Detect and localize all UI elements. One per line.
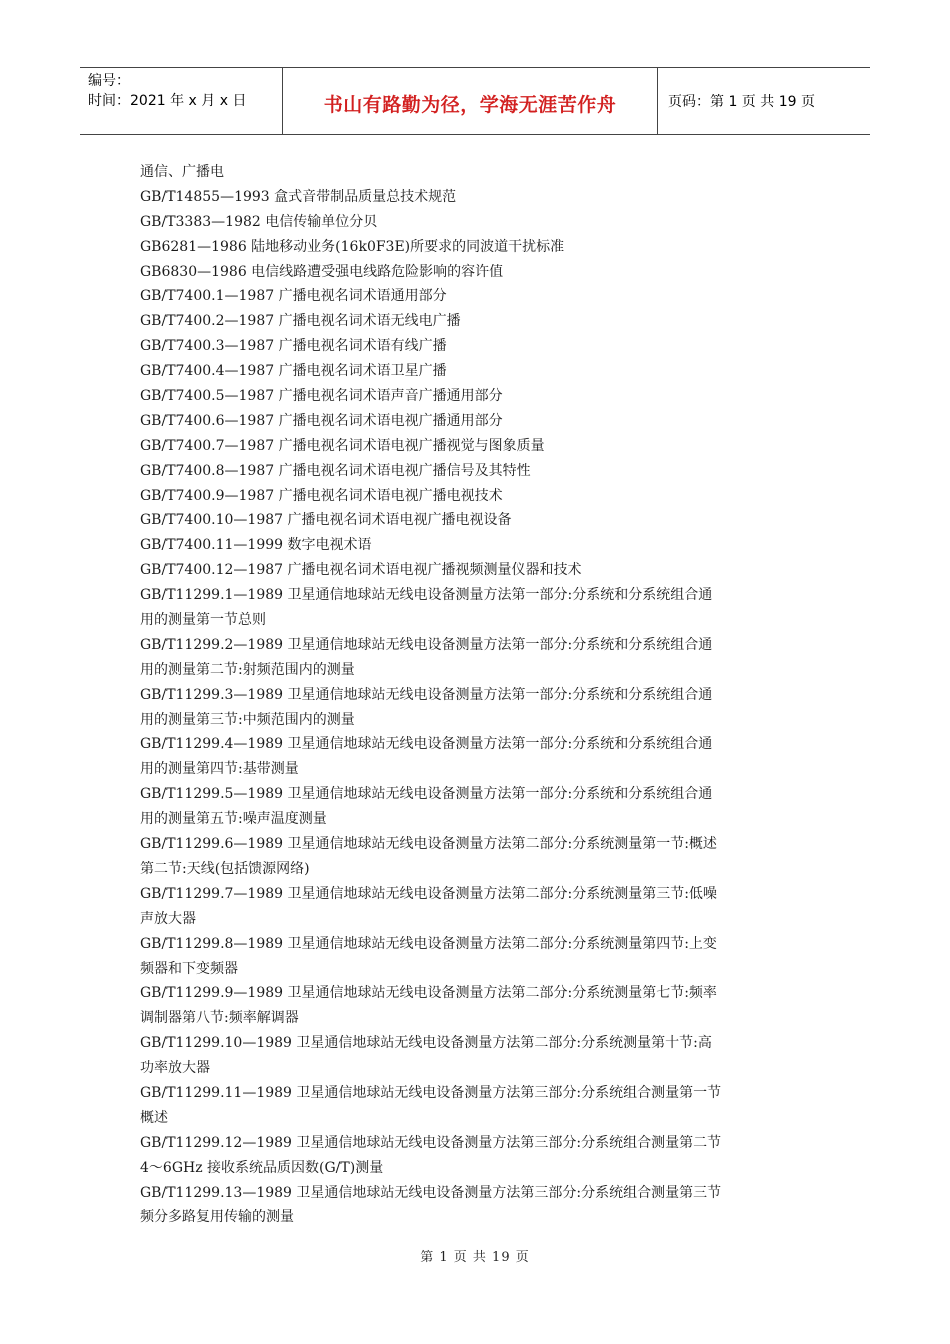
header-page-info: 页码：第 1 页 共 19 页 — [668, 94, 815, 110]
document-line: GB/T7400.9—1987 广播电视名词术语电视广播电视技术 — [140, 487, 503, 504]
document-line: 第二节:天线(包括馈源网络) — [140, 860, 310, 877]
document-line: 声放大器 — [140, 910, 196, 927]
document-line: GB/T11299.1—1989 卫星通信地球站无线电设备测量方法第一部分:分系统和分系统组合通 — [140, 587, 713, 604]
document-line: GB/T11299.13—1989 卫星通信地球站无线电设备测量方法第三部分:分系统组合测量第三节 — [140, 1184, 722, 1201]
document-line: 用的测量第五节:噪声温度测量 — [140, 811, 327, 828]
document-line: GB/T14855—1993 盒式音带制品质量总技术规范 — [140, 188, 457, 205]
header-meta — [80, 68, 283, 134]
header-motto: 书山有路勤为径，学海无涯苦作舟 — [283, 68, 658, 134]
document-line: 频器和下变频器 — [140, 960, 238, 977]
document-line: GB/T11299.4—1989 卫星通信地球站无线电设备测量方法第一部分:分系统和分系统组合通 — [140, 736, 713, 753]
document-line: GB/T11299.7—1989 卫星通信地球站无线电设备测量方法第二部分:分系统测量第三节:低噪 — [140, 885, 717, 902]
document-line: GB/T11299.12—1989 卫星通信地球站无线电设备测量方法第三部分:分系统组合测量第二节 — [140, 1134, 722, 1151]
document-line: GB/T11299.11—1989 卫星通信地球站无线电设备测量方法第三部分:分系统组合测量第一节 — [140, 1084, 722, 1101]
document-line: 调制器第八节:频率解调器 — [140, 1010, 299, 1027]
document-line: GB/T11299.8—1989 卫星通信地球站无线电设备测量方法第二部分:分系统测量第四节:上变 — [140, 935, 717, 952]
document-line: GB/T7400.6—1987 广播电视名词术语电视广播通用部分 — [140, 412, 503, 429]
document-line: 4～6GHz 接收系统品质因数(G/T)测量 — [140, 1159, 384, 1176]
document-line: GB/T7400.3—1987 广播电视名词术语有线广播 — [140, 338, 447, 355]
document-line: GB/T11299.6—1989 卫星通信地球站无线电设备测量方法第二部分:分系统测量第一节:概述 — [140, 836, 717, 853]
document-line: GB/T11299.9—1989 卫星通信地球站无线电设备测量方法第二部分:分系统测量第七节:频率 — [140, 985, 717, 1002]
document-line: 用的测量第三节:中频范围内的测量 — [140, 711, 355, 728]
document-line: GB/T7400.4—1987 广播电视名词术语卫星广播 — [140, 363, 447, 380]
document-line: 通信、广播电 — [140, 164, 224, 180]
document-line: GB/T7400.11—1999 数字电视术语 — [140, 537, 372, 554]
document-line: 频分多路复用传输的测量 — [140, 1209, 294, 1226]
document-line: GB6281—1986 陆地移动业务(16k0F3E)所要求的同波道干扰标准 — [140, 238, 565, 255]
document-line: GB/T7400.8—1987 广播电视名词术语电视广播信号及其特性 — [140, 462, 531, 479]
document-line: 功率放大器 — [140, 1060, 210, 1077]
document-line: GB/T7400.5—1987 广播电视名词术语声音广播通用部分 — [140, 388, 503, 405]
serial-label: 编号： — [88, 73, 130, 89]
document-line: 用的测量第四节:基带测量 — [140, 761, 299, 778]
document-line: GB/T3383—1982 电信传输单位分贝 — [140, 213, 378, 230]
document-line: GB6830—1986 电信线路遭受强电线路危险影响的容许值 — [140, 263, 504, 280]
document-line: GB/T7400.2—1987 广播电视名词术语无线电广播 — [140, 313, 461, 330]
document-line: GB/T7400.12—1987 广播电视名词术语电视广播视频测量仪器和技术 — [140, 562, 582, 579]
time-label: 时间：2021 年 x 月 x 日 — [88, 93, 247, 109]
document-line: GB/T11299.5—1989 卫星通信地球站无线电设备测量方法第一部分:分系统和分系统组合通 — [140, 786, 713, 803]
page-footer: 第 1 页 共 19 页 — [420, 1250, 530, 1265]
document-line: GB/T11299.3—1989 卫星通信地球站无线电设备测量方法第一部分:分系统和分系统组合通 — [140, 686, 713, 703]
document-line: GB/T7400.7—1987 广播电视名词术语电视广播视觉与图象质量 — [140, 437, 545, 454]
document-line: GB/T11299.10—1989 卫星通信地球站无线电设备测量方法第二部分:分系统测量第十节:高 — [140, 1035, 712, 1052]
document-line: GB/T7400.10—1987 广播电视名词术语电视广播电视设备 — [140, 512, 512, 529]
document-body — [140, 160, 812, 1230]
document-line: GB/T7400.1—1987 广播电视名词术语通用部分 — [140, 288, 447, 305]
document-line: 概述 — [140, 1109, 168, 1126]
page-header — [80, 67, 870, 135]
document-line: GB/T11299.2—1989 卫星通信地球站无线电设备测量方法第一部分:分系统和分系统组合通 — [140, 636, 713, 653]
document-line: 用的测量第二节:射频范围内的测量 — [140, 661, 355, 678]
document-line: 用的测量第一节总则 — [140, 612, 266, 629]
